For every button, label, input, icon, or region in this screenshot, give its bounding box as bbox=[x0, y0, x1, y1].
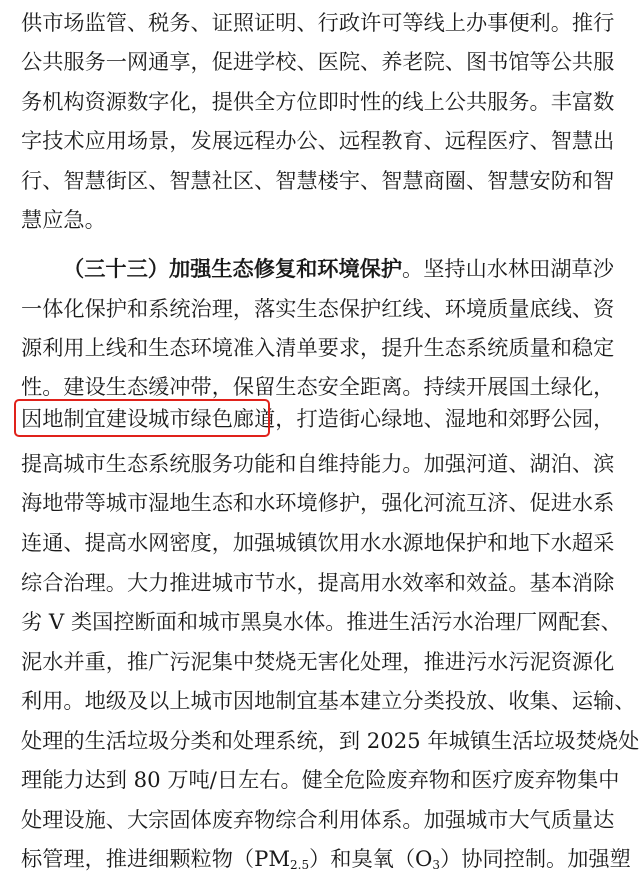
text-line: 处理的生活垃圾分类和处理系统，到 2025 年城镇生活垃圾焚烧处 bbox=[21, 728, 639, 753]
text-line: 利用。地级及以上城市因地制宜基本建立分类投放、收集、运输、 bbox=[21, 688, 636, 713]
section-first-line bbox=[63, 252, 614, 286]
subscript: 3 bbox=[432, 858, 441, 872]
section-heading: （三十三）加强生态修复和环境保护 bbox=[63, 256, 403, 281]
last-text-line bbox=[21, 842, 631, 876]
subscript: 2.5 bbox=[290, 858, 310, 872]
text-run: 标管理，推进细颗粒物（PM bbox=[21, 846, 291, 871]
text-line: 连通、提高水网密度，加强城镇饮用水水源地保护和地下水超采 bbox=[21, 530, 615, 555]
text-line: 处理设施、大宗固体废弃物综合利用体系。加强城市大气质量达 bbox=[21, 807, 615, 832]
text-line: 劣 V 类国控断面和城市黑臭水体。推进生活污水治理厂网配套、 bbox=[21, 609, 622, 634]
text-line: 供市场监管、税务、证照证明、行政许可等线上办事便利。推行 bbox=[21, 10, 615, 35]
text-line: 性。建设生态缓冲带，保留生态安全距离。持续开展国土绿化， bbox=[21, 374, 615, 399]
text-line: 提高城市生态系统服务功能和自维持能力。加强河道、湖泊、滨 bbox=[21, 451, 615, 476]
text-line: 泥水并重，推广污泥集中焚烧无害化处理，推进污水污泥资源化 bbox=[21, 649, 615, 674]
text-line: 理能力达到 80 万吨/日左右。健全危险废弃物和医疗废弃物集中 bbox=[21, 767, 620, 792]
text-line: 慧应急。 bbox=[21, 207, 106, 232]
text-line: 行、智慧街区、智慧社区、智慧楼宇、智慧商圈、智慧安防和智 bbox=[21, 168, 615, 193]
text-line: 一体化保护和系统治理，落实生态保护红线、环境质量底线、资 bbox=[21, 296, 615, 321]
text-line: 源利用上线和生态环境准入清单要求，提升生态系统质量和稳定 bbox=[21, 335, 615, 360]
text-run: 。坚持山水林田湖草沙 bbox=[402, 256, 614, 281]
text-line: 字技术应用场景，发展远程办公、远程教育、远程医疗、智慧出 bbox=[21, 128, 615, 153]
text-run: ）和臭氧（O bbox=[309, 846, 433, 871]
text-run: ）协同控制。加强塑 bbox=[440, 846, 631, 871]
text-line: 务机构资源数字化，提供全方位即时性的线上公共服务。丰富数 bbox=[21, 89, 615, 114]
highlighted-phrase: 因地制宜建设城市绿色廊道 bbox=[21, 406, 276, 431]
highlight-box bbox=[14, 399, 270, 437]
text-line: 公共服务一网通享，促进学校、医院、养老院、图书馆等公共服 bbox=[21, 49, 615, 74]
text-run: ，打造街心绿地、湿地和郊野公园， bbox=[275, 406, 615, 431]
text-line: 海地带等城市湿地生态和水环境修护，强化河流互济、促进水系 bbox=[21, 490, 615, 515]
text-line: 综合治理。大力推进城市节水，提高用水效率和效益。基本消除 bbox=[21, 570, 615, 595]
